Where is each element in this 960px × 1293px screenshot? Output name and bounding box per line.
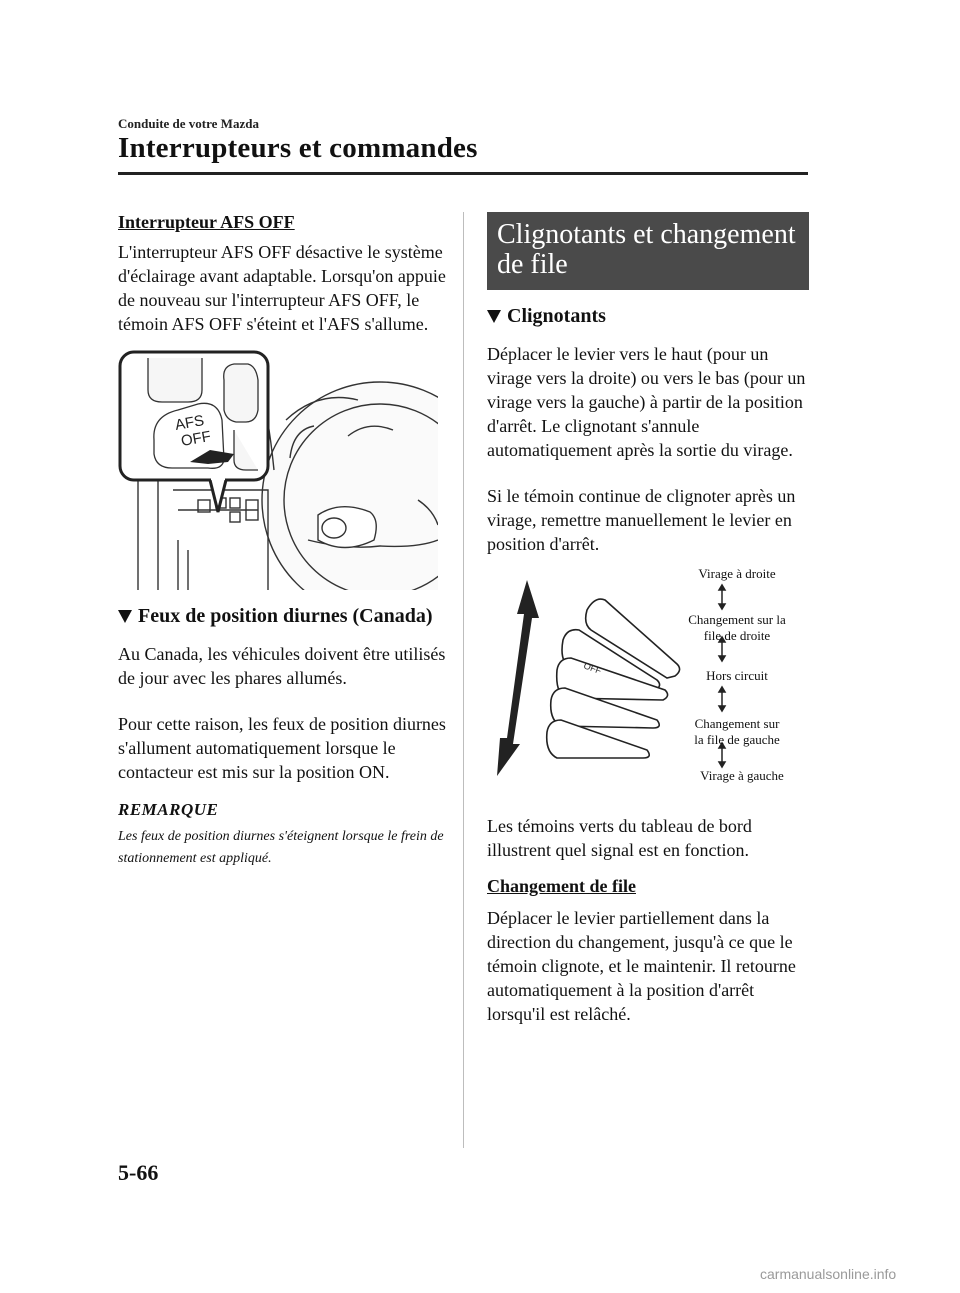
afs-off-heading: Interrupteur AFS OFF	[118, 212, 295, 232]
triangle-bullet-icon	[487, 310, 501, 323]
lane-change-paragraph: Déplacer le levier partiellement dans la direction du changement, jusqu'à ce que le témoin clignote, et le maintenir. Il retourne automatiquement à la position d'arrêt lorsqu'il est relâché.	[487, 908, 796, 1024]
label-right-turn: Virage à droite	[698, 566, 776, 581]
signals-paragraph-3: Les témoins verts du tableau de bord illustrent quel signal est en fonction.	[487, 816, 752, 860]
signals-heading-text: Clignotants	[507, 305, 606, 327]
signals-heading	[487, 304, 809, 328]
drl-heading	[118, 604, 448, 628]
right-column	[487, 212, 809, 1026]
column-divider	[463, 212, 464, 1148]
drl-heading-text: Feux de position diurnes (Canada)	[138, 605, 433, 627]
title-rule	[118, 172, 808, 175]
label-lane-change-right	[667, 612, 807, 644]
label-lane-change-left	[667, 716, 807, 748]
afs-off-paragraph: L'interrupteur AFS OFF désactive le système d'éclairage avant adaptable. Lorsqu'on appuie de nouveau sur l'interrupteur AFS OFF, le témoin AFS OFF s'éteint et l'AFS s'allume.	[118, 242, 446, 334]
turn-signal-diagram	[487, 566, 809, 786]
section-banner	[487, 212, 809, 290]
note-text: Les feux de position diurnes s'éteignent lorsque le frein de stationnement est appliqué.	[118, 829, 444, 866]
page-number: 5-66	[118, 1160, 159, 1185]
label-lane-change-right-line-2: file de droite	[703, 628, 771, 643]
triangle-bullet-icon	[118, 610, 132, 623]
section-banner-line-1: Clignotants et changement	[497, 219, 796, 250]
signals-paragraph-1: Déplacer le levier vers le haut (pour un virage vers la droite) ou vers le bas (pour un virage vers la gauche) à partir de la position d'arrêt. Le clignotant s'annule automatiquement après la sortie du virage.	[487, 344, 806, 460]
drl-paragraph-1: Au Canada, les véhicules doivent être utilisés de jour avec les phares allumés.	[118, 644, 446, 688]
section-banner-line-2: de file	[497, 249, 568, 280]
afs-switch-label-1: AFS	[173, 412, 206, 434]
lane-change-heading: Changement de file	[487, 876, 636, 896]
breadcrumb: Conduite de votre Mazda	[118, 116, 259, 131]
watermark: carmanualsonline.info	[760, 1266, 897, 1282]
left-column	[118, 210, 448, 870]
label-lane-change-right-line-1: Changement sur la	[688, 612, 786, 627]
afs-switch-label-2: OFF	[179, 427, 213, 450]
signals-paragraph-2: Si le témoin continue de clignoter après un virage, remettre manuellement le levier en position d'arrêt.	[487, 486, 796, 554]
svg-text:OFF: OFF	[582, 660, 603, 677]
note-title: REMARQUE	[118, 800, 219, 819]
drl-paragraph-2: Pour cette raison, les feux de position diurnes s'allument automatiquement lorsque le contacteur est mis sur la position ON.	[118, 714, 446, 782]
afs-dashboard-illustration	[118, 350, 438, 590]
label-lane-change-left-line-2: la file de gauche	[694, 732, 780, 747]
label-left-turn: Virage à gauche	[700, 768, 784, 783]
label-off: Hors circuit	[706, 668, 768, 683]
label-lane-change-left-line-1: Changement sur	[694, 716, 780, 731]
page-title: Interrupteurs et commandes	[118, 132, 478, 164]
